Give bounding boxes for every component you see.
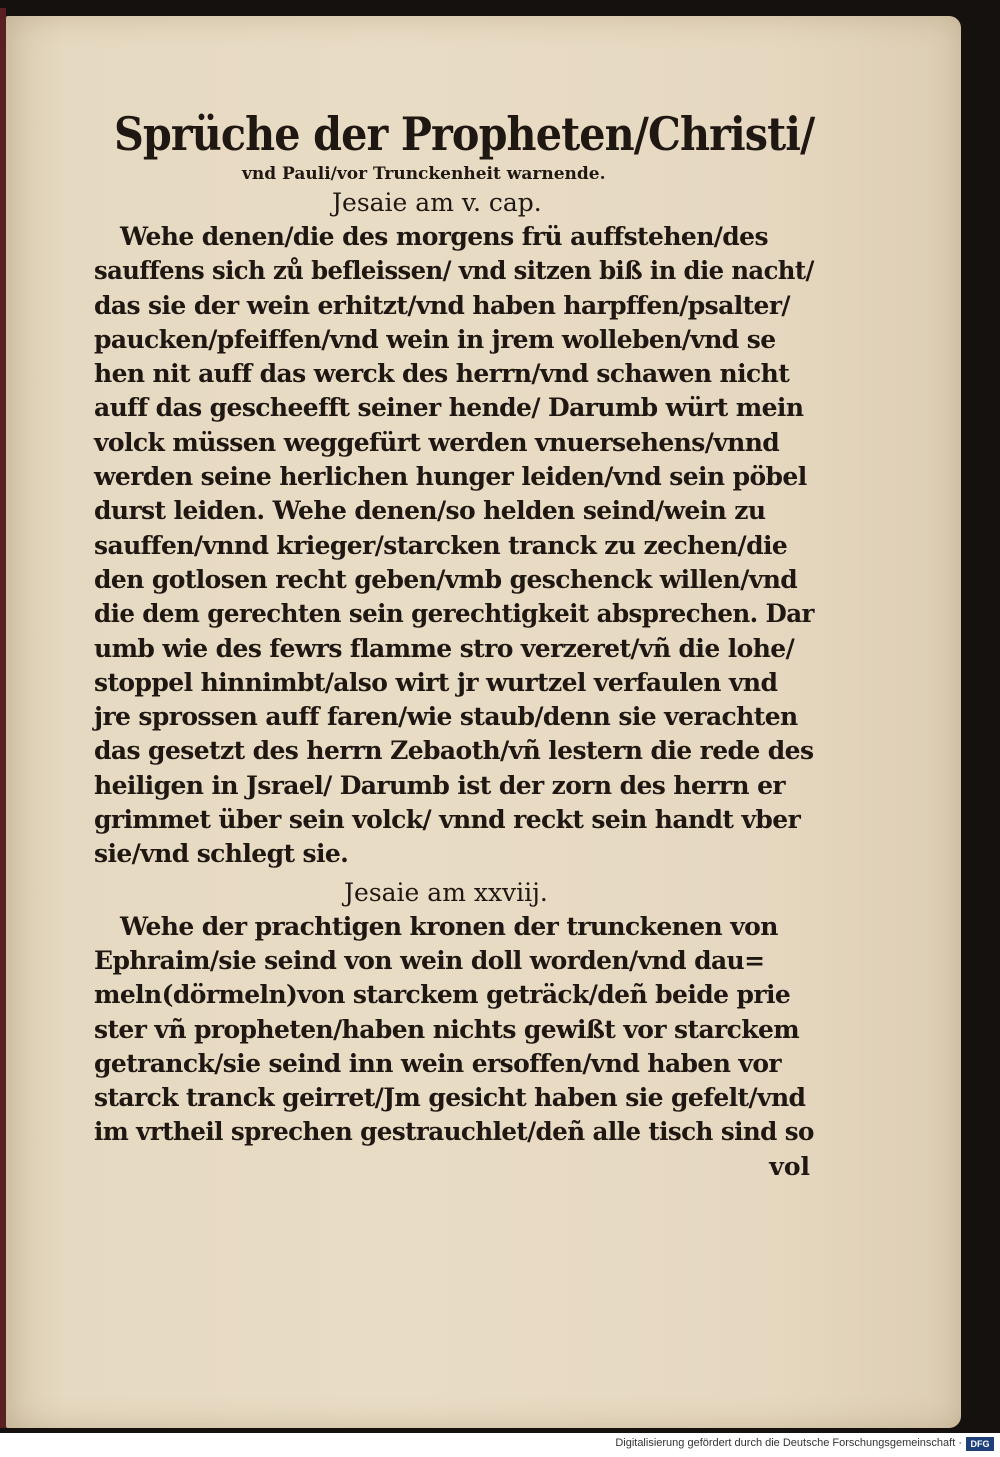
text-line: stoppel hinnimbt/also wirt jr wurtzel verfaulen vnd [94,667,778,697]
dfg-logo-icon: DFG [966,1437,994,1451]
section-1-body [94,220,814,872]
text-line: auff das gescheefft seiner hende/ Darumb würt mein [94,393,804,423]
text-line: starck tranck geirret/Jm gesicht haben sie gefelt/vnd [94,1083,806,1113]
text-line: durst leiden. Wehe denen/so helden seind/wein zu [94,496,766,526]
text-line: das gesetzt des herrn Zebaoth/vñ lestern die rede des [94,736,814,766]
page-text [94,106,814,1184]
text-line: sauffen/vnnd krieger/starcken tranck zu zechen/die [94,530,788,560]
footer-bar [0,1433,1000,1457]
text-line: heiligen in Jsrael/ Darumb ist der zorn des herrn er [94,770,785,800]
text-line: hen nit auff das werck des herrn/vnd schawen nicht [94,359,790,389]
text-line: Ephraim/sie seind von wein doll worden/vnd dau= [94,945,765,975]
section-2-body [94,910,814,1150]
section-heading-2: Jesaie am xxviij. [344,877,548,907]
text-line: sauffens sich zů befleissen/ vnd sitzen biß in die nacht/ [94,256,814,286]
text-line: ster vñ propheten/haben nichts gewißt vor starckem [94,1014,800,1044]
page-subtitle: vnd Pauli/vor Trunckenheit warnende. [242,164,606,184]
section-heading-1: Jesaie am v. cap. [332,188,542,217]
page-title: Sprüche der Propheten/Christi/ [114,107,815,161]
text-line: Wehe denen/die des morgens frü auffstehen/des [120,222,768,251]
text-line: die dem gerechten sein gerechtigkeit absprechen. Dar [94,599,814,629]
book-page [6,16,961,1428]
text-line: umb wie des fewrs flamme stro verzeret/vñ die lohe/ [94,633,795,663]
text-line: sie/vnd schlegt sie. [94,839,349,869]
text-line: Wehe der prachtigen kronen der trunckenen von [120,911,778,941]
text-line: werden seine herlichen hunger leiden/vnd sein pöbel [94,462,807,492]
text-line: meln(dörmeln)von starckem geträck/deñ beide prie [94,980,791,1010]
text-line: das sie der wein erhitzt/vnd haben harpffen/psalter/ [94,290,790,320]
text-line: grimmet über sein volck/ vnnd reckt sein handt vber [94,805,801,835]
text-line: getranck/sie seind inn wein ersoffen/vnd haben vor [94,1048,781,1078]
text-line: im vrtheil sprechen gestrauchlet/deñ alle tisch sind so [94,1117,814,1147]
funding-notice: Digitalisierung gefördert durch die Deutsche Forschungsgemeinschaft · [615,1437,962,1449]
text-line: den gotlosen recht geben/vmb geschenck willen/vnd [94,564,798,594]
text-line: volck müssen weggefürt werden vnuersehens/vnnd [94,427,780,457]
text-line: jre sprossen auff faren/wie staub/denn sie verachten [94,702,798,732]
catchword: vol [769,1151,810,1181]
text-line: paucken/pfeiffen/vnd wein in jrem wolleben/vnd se [94,324,776,354]
